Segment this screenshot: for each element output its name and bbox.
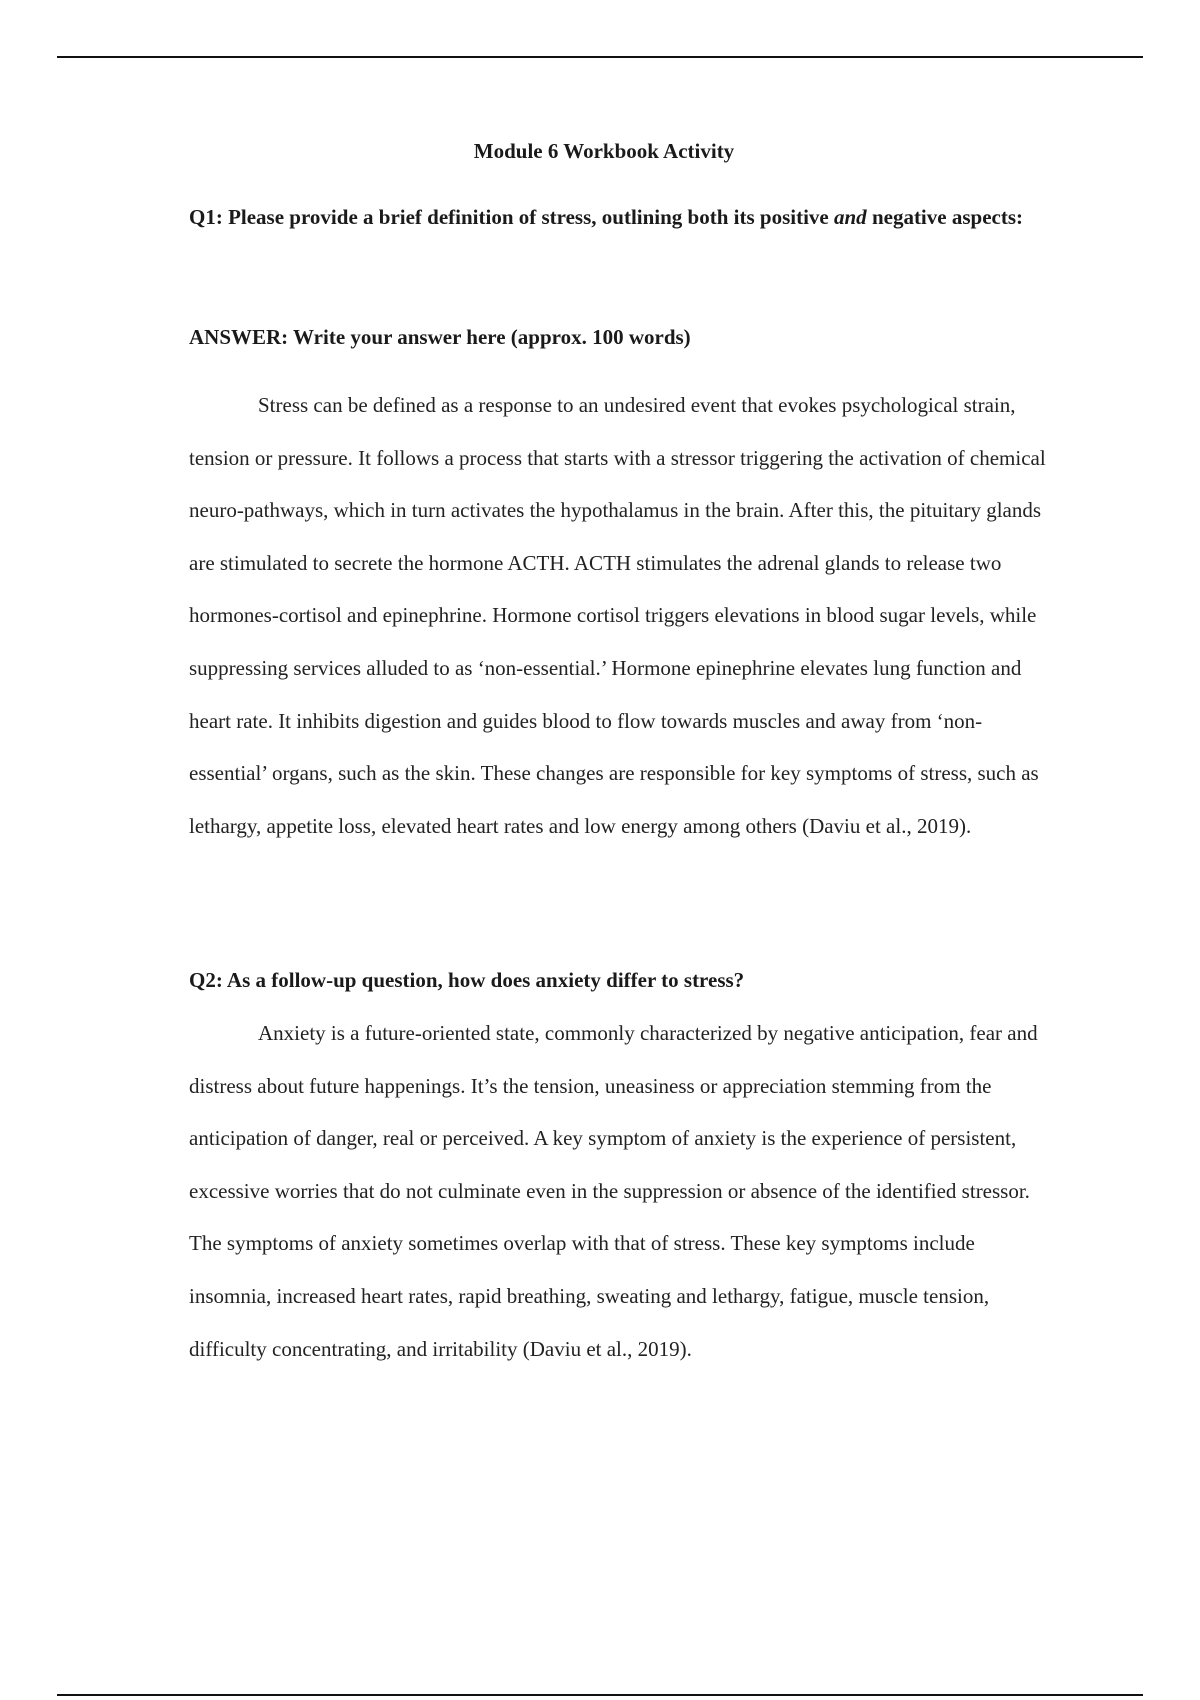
- question-2: Q2: As a follow-up question, how does anxiety differ to stress?: [189, 968, 745, 992]
- document-title: Module 6 Workbook Activity: [473, 139, 735, 163]
- question-1-suffix: negative aspects:: [866, 205, 1023, 229]
- question-1-emphasis: and: [834, 205, 867, 229]
- bottom-rule: [57, 1694, 1143, 1696]
- answer-1-paragraph: Stress can be defined as a response to an undesired event that evokes psychological strain, tension or pressure. It follows a process that starts with a stressor triggering the activation of chemical neuro-pathways, which in turn activates the hypothalamus in the brain. After this, the pituitary glands are stimulated to secrete the hormone ACTH. ACTH stimulates the adrenal glands to release two hormones-cortisol and epinephrine. Hormone cortisol triggers elevations in blood sugar levels, while suppressing services alluded to as ‘non-essential.’ Hormone epinephrine elevates lung function and heart rate. It inhibits digestion and guides blood to flow towards muscles and away from ‘non-essential’ organs, such as the skin. These changes are responsible for key symptoms of stress, such as lethargy, appetite loss, elevated heart rates and low energy among others (Daviu et al., 2019).: [189, 393, 1046, 838]
- answer-label: ANSWER: Write your answer here (approx. 100 words): [189, 325, 691, 349]
- question-1: [189, 191, 1049, 244]
- answer-2-paragraph: Anxiety is a future-oriented state, commonly characterized by negative anticipation, fear and distress about future happenings. It’s the tension, uneasiness or appreciation stemming from the anticipation of danger, real or perceived. A key symptom of anxiety is the experience of persistent, excessive worries that do not culminate even in the suppression or absence of the identified stressor. The symptoms of anxiety sometimes overlap with that of stress. These key symptoms include insomnia, increased heart rates, rapid breathing, sweating and lethargy, fatigue, muscle tension, difficulty concentrating, and irritability (Daviu et al., 2019).: [189, 1021, 1038, 1361]
- question-1-prefix: Q1: Please provide a brief definition of stress, outlining both its positive: [189, 205, 834, 229]
- top-rule: [57, 56, 1143, 58]
